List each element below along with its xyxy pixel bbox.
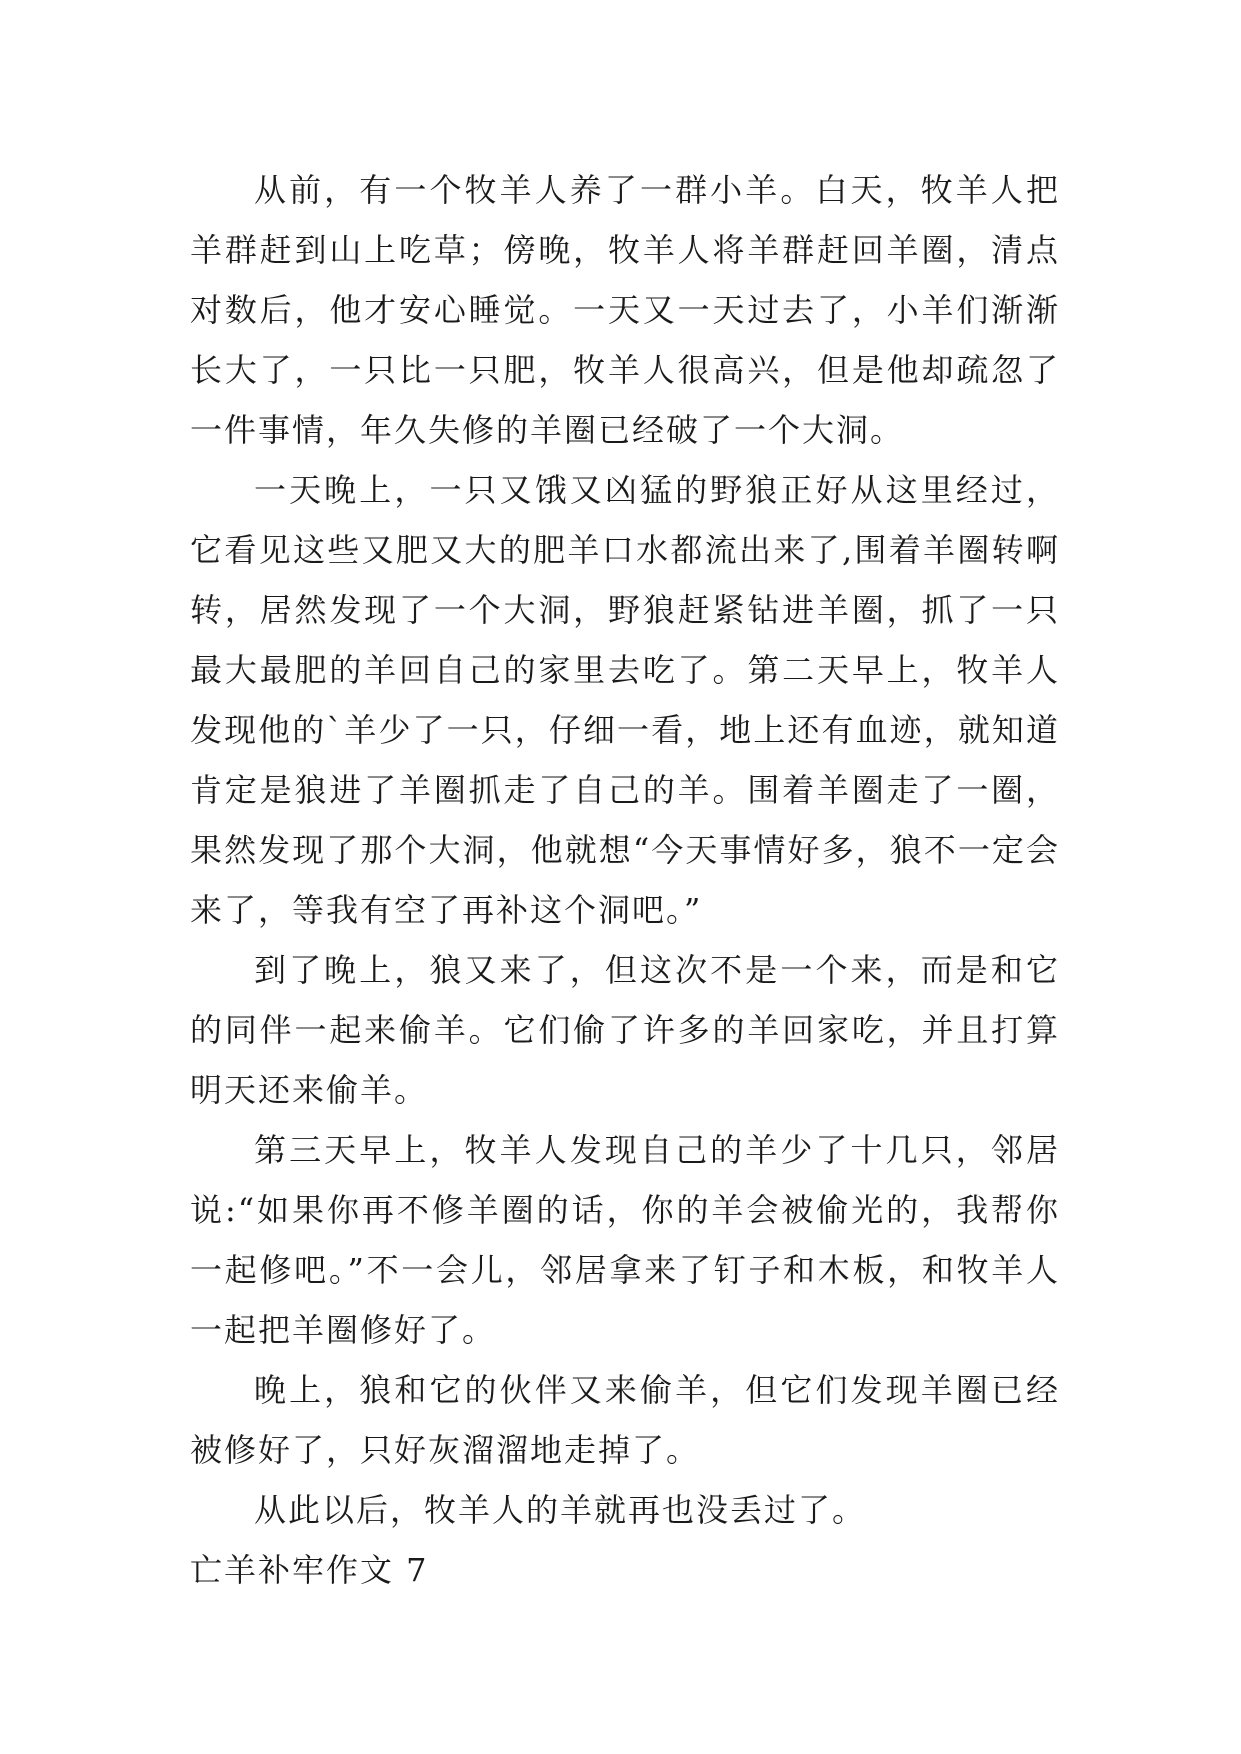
paragraph-3: 到了晚上，狼又来了，但这次不是一个来，而是和它的同伴一起来偷羊。它们偷了许多的羊回家吃，并且打算明天还来偷羊。 (190, 951, 1060, 1109)
document-page (190, 160, 1060, 1600)
paragraph-6: 从此以后，牧羊人的羊就再也没丢过了。 (254, 1491, 867, 1529)
paragraph-1: 从前，有一个牧羊人养了一群小羊。白天，牧羊人把羊群赶到山上吃草；傍晚，牧羊人将羊群赶回羊圈，清点对数后，他才安心睡觉。一天又一天过去了，小羊们渐渐长大了，一只比一只肥，牧羊人很高兴，但是他却疏忽了一件事情，年久失修的羊圈已经破了一个大洞。 (190, 171, 1060, 449)
paragraph-4: 第三天早上，牧羊人发现自己的羊少了十几只，邻居说:“如果你再不修羊圈的话，你的羊会被偷光的，我帮你一起修吧。”不一会儿，邻居拿来了钉子和木板，和牧羊人一起把羊圈修好了。 (190, 1131, 1060, 1349)
paragraph-2: 一天晚上，一只又饿又凶猛的野狼正好从这里经过，它看见这些又肥又大的肥羊口水都流出来了,围着羊圈转啊转，居然发现了一个大洞，野狼赶紧钻进羊圈，抓了一只最大最肥的羊回自己的家里去吃了。第二天早上，牧羊人发现他的`羊少了一只，仔细一看，地上还有血迹，就知道肯定是狼进了羊圈抓走了自己的羊。围着羊圈走了一圈，果然发现了那个大洞，他就想“今天事情好多，狼不一定会来了，等我有空了再补这个洞吧。” (190, 471, 1060, 929)
paragraph-5: 晚上，狼和它的伙伴又来偷羊，但它们发现羊圈已经被修好了，只好灰溜溜地走掉了。 (190, 1371, 1060, 1469)
section-heading: 亡羊补牢作文 7 (190, 1551, 429, 1589)
